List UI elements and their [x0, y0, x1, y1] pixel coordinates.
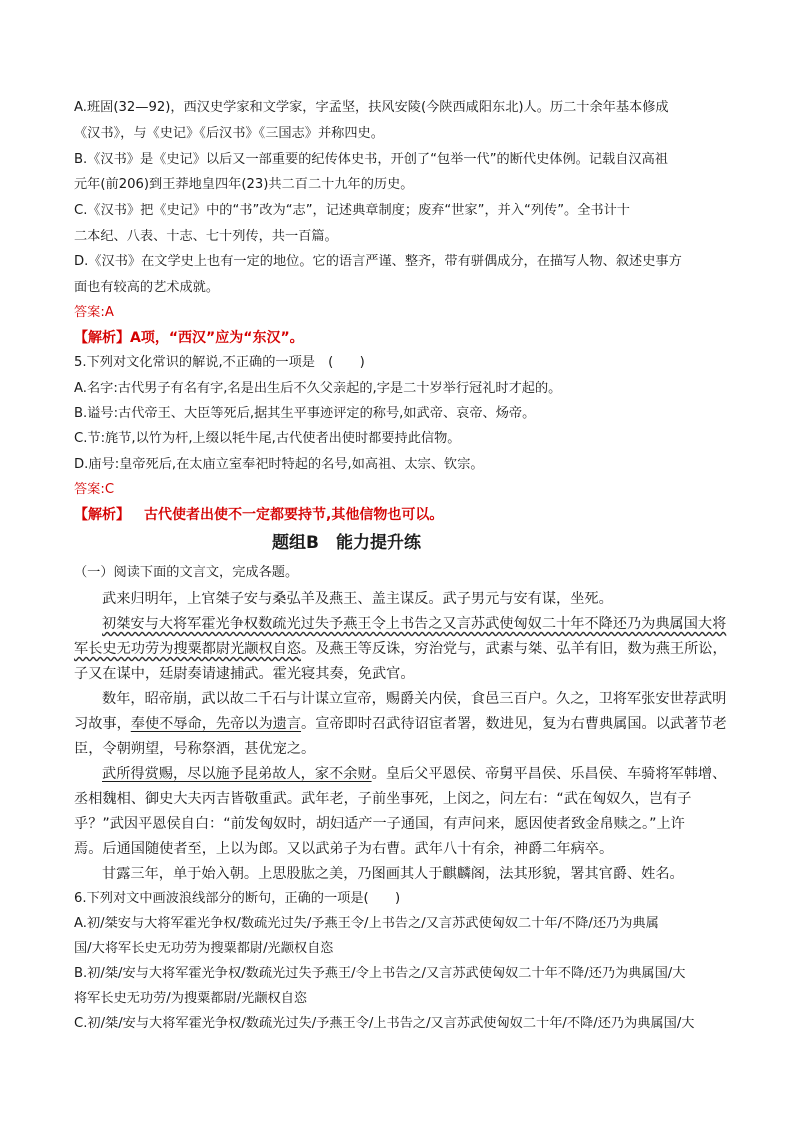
- passage-wavy-line-1: 初桀安与大将军霍光争权数疏光过失予燕王令上书告之又言苏武使匈奴二十年不降还乃为典属国大将: [102, 616, 727, 632]
- q4-analysis-text: A项，“西汉”应为“东汉”。: [130, 330, 304, 346]
- q4-analysis-label: 【解析】: [74, 330, 130, 346]
- passage-p3-line1: 数年，昭帝崩，武以故二千石与计谋立宣帝，赐爵关内侯，食邑三百户。久之，卫将军张安世荐武明: [102, 691, 727, 707]
- q5-stem: 5.下列对文化常识的解说,不正确的一项是 ( ): [74, 355, 365, 370]
- q4-analysis: [74, 328, 304, 348]
- passage-p4-line3: 乎？”武因平恩侯自白：“前发匈奴时，胡妇适产一子通国，有声问来，愿因使者致金帛赎之。”上许: [74, 816, 685, 832]
- section-title: 题组B 能力提升练: [272, 533, 421, 553]
- q4-option-c-line1: C.《汉书》把《史记》中的“书”改为“志”，记述典章制度；废弃“世家”，并入“列传”。全书计十: [74, 203, 630, 218]
- passage-p3-line3: 臣，令朝朔望，号称祭酒，甚优宠之。: [74, 741, 316, 757]
- passage-p3-line2-start: 习故事，: [74, 716, 131, 732]
- q6-stem: 6.下列对文中画波浪线部分的断句，正确的一项是( ): [74, 891, 401, 906]
- q6-option-c-line1: C.初/桀/安与大将军霍光争权/数疏光过失/予燕王令/上书告之/又言苏武使匈奴二十年/不降/还乃为典属国/大: [74, 1016, 695, 1031]
- q5-answer: 答案:C: [74, 482, 115, 497]
- passage-underlined-sentence-2: 武所得赏赐，尽以施予昆弟故人，家不余财: [102, 766, 372, 782]
- passage-paragraph-5: 甘露三年，单于始入朝。上思股肱之美，乃图画其人于麒麟阁，法其形貌，署其官爵、姓名。: [102, 866, 684, 882]
- q4-option-a-line2: 《汉书》，与《史记》《后汉书》《三国志》并称四史。: [74, 126, 384, 141]
- q5-option-c: C.节:旄节,以竹为杆,上缀以牦牛尾,古代使者出使时都要持此信物。: [74, 431, 461, 446]
- passage-p3-line2: [74, 714, 727, 734]
- passage-intro: （一）阅读下面的文言文，完成各题。: [74, 565, 299, 580]
- passage-p4-line2: 丞相魏相、御史大夫丙吉皆敬重武。武年老，子前坐事死，上闵之，问左右：“武在匈奴久，岂有子: [74, 791, 692, 807]
- passage-paragraph-1: 武来归明年，上官桀子安与桑弘羊及燕王、盖主谋反。武子男元与安有谋，坐死。: [102, 591, 613, 607]
- q4-option-b-line1: B.《汉书》是《史记》以后又一部重要的纪传体史书，开创了“包举一代”的断代史体例。记载自汉高祖: [74, 152, 668, 167]
- q4-option-c-line2: 二本纪、八表、十志、七十列传，共一百篇。: [74, 229, 338, 244]
- q6-option-b-line1: B.初/桀/安与大将军霍光争权/数疏光过失予燕王/令上书告之/又言苏武使匈奴二十年不降/还乃为典属国/大: [74, 966, 686, 981]
- q5-option-a: A.名字:古代男子有名有字,名是出生后不久父亲起的,字是二十岁举行冠礼时才起的。: [74, 381, 562, 396]
- passage-wavy-line-2: 军长史无功劳为搜粟都尉光颛权自恣: [74, 641, 302, 657]
- q6-option-a-line1: A.初/桀安与大将军霍光争权/数疏光过失/予燕王令/上书告之/又言苏武使匈奴二十年/不降/还乃为典属: [74, 916, 659, 931]
- passage-underlined-sentence-1: 奉使不辱命，先帝以为遗言: [130, 716, 302, 732]
- q5-analysis-text: 古代使者出使不一定都要持节,其他信物也可以。: [144, 507, 444, 523]
- q4-answer: 答案:A: [74, 305, 114, 320]
- q5-option-d: D.庙号:皇帝死后,在太庙立室奉祀时特起的名号,如高祖、太宗、钦宗。: [74, 457, 484, 472]
- q4-option-d-line2: 面也有较高的艺术成就。: [74, 280, 220, 295]
- q5-option-b: B.谥号:古代帝王、大臣等死后,据其生平事迹评定的称号,如武帝、哀帝、炀帝。: [74, 406, 536, 421]
- q4-option-a-line1: A.班固(32—92)，西汉史学家和文学家，字孟坚，扶风安陵(今陕西咸阳东北)人。历二十余年基本修成: [74, 100, 669, 115]
- q4-option-d-line1: D.《汉书》在文学史上也有一定的地位。它的语言严谨、整齐，带有骈偶成分，在描写人物、叙述史事方: [74, 254, 682, 269]
- passage-p2-line2-rest: 。及燕王等反诛，穷治党与，武素与桀、弘羊有旧，数为燕王所讼，: [301, 641, 727, 657]
- passage-p2-line2: [74, 639, 727, 659]
- q5-analysis-label: 【解析】: [74, 507, 130, 523]
- q5-analysis: [74, 505, 443, 525]
- passage-p4-line1-rest: 。皇后父平恩侯、帝舅平昌侯、乐昌侯、车骑将军韩增、: [371, 766, 727, 782]
- passage-p4-line4: 焉。后通国随使者至，上以为郎。又以武弟子为右曹。武年八十有余，神爵二年病卒。: [74, 841, 614, 857]
- passage-p2-line3: 子又在谋中，廷尉奏请逮捕武。霍光寝其奏，免武官。: [74, 666, 415, 682]
- passage-p4-line1: [102, 764, 726, 784]
- passage-p3-line2-rest: 。宣帝即时召武待诏宦者署，数进见，复为右曹典属国。以武著节老: [301, 716, 727, 732]
- q6-option-b-line2: 将军长史无功劳/为搜粟都尉/光颛权自恣: [74, 991, 308, 1006]
- q4-option-b-line2: 元年(前206)到王莽地皇四年(23)共二百二十九年的历史。: [74, 177, 414, 192]
- q6-option-a-line2: 国/大将军长史无功劳为搜粟都尉/光颛权自恣: [74, 941, 334, 956]
